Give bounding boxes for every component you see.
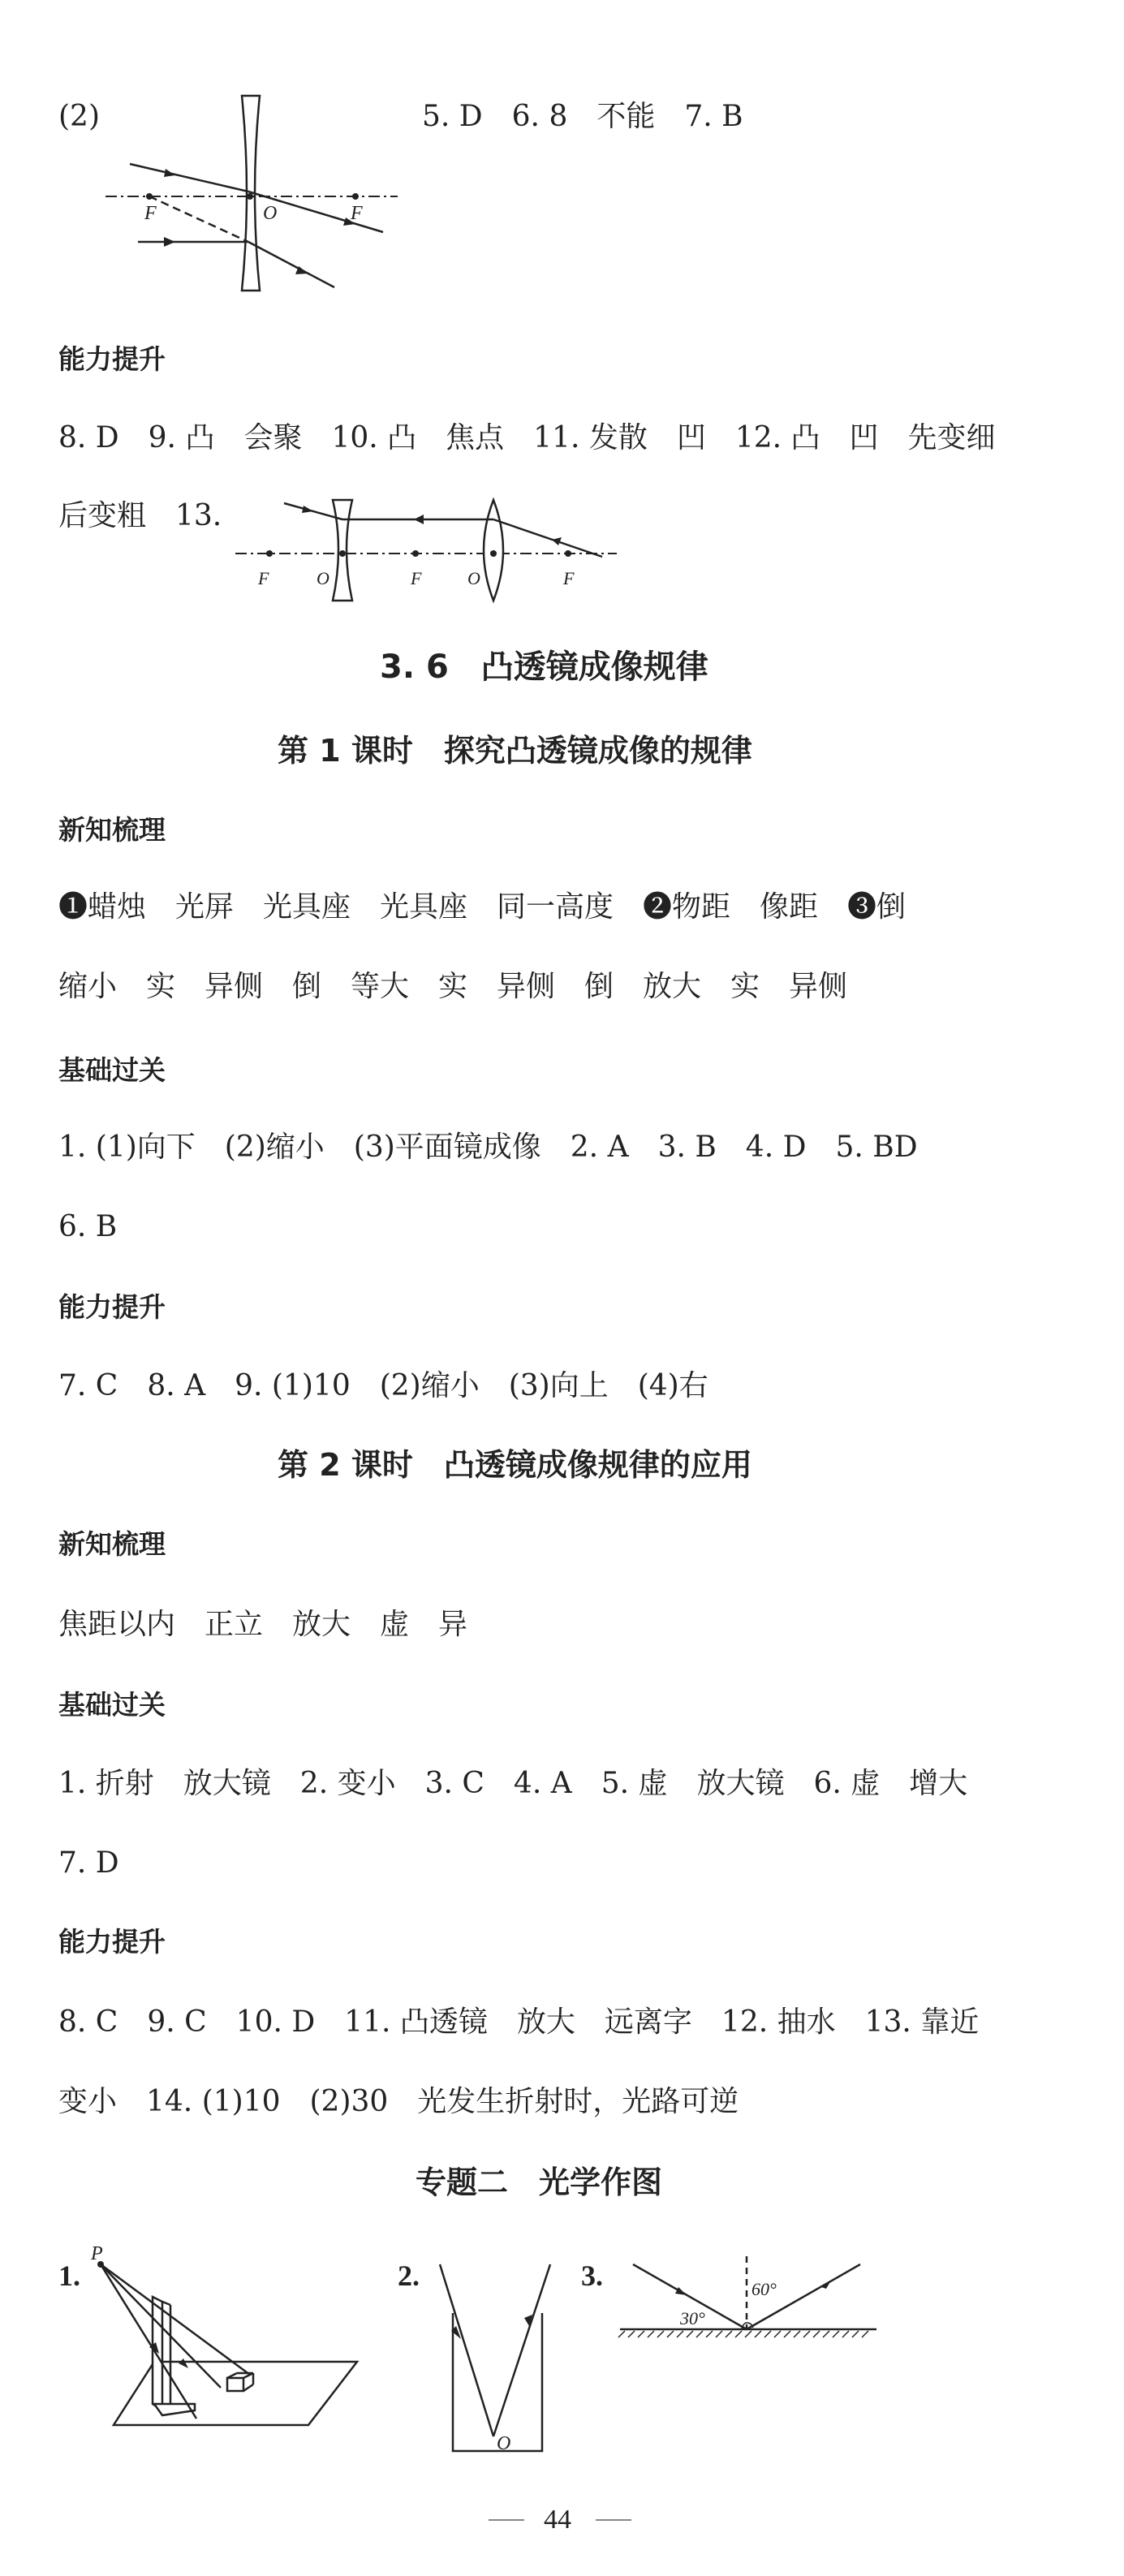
chapter-title: 3. 6 凸透镜成像规律 [380,648,708,686]
answer-line: 1. 折射 放大镜 2. 变小 3. C 4. A 5. 虚 放大镜 6. 虚 增大 [58,1767,968,1800]
section-heading: 新知梳理 [58,814,166,846]
optical-center-label: O [467,568,480,588]
section-heading: 基础过关 [58,1054,166,1086]
answer-line: 8. C 9. C 10. D 11. 凸透镜 放大 远离字 12. 抽水 13. 靠近 [58,2005,980,2039]
answer-line: 8. D 9. 凸 会聚 10. 凸 焦点 11. 发散 凹 12. 凸 凹 先变细 [58,421,996,454]
footer-rule [596,2519,631,2521]
mirror-box-diagram [428,2248,566,2459]
focal-point-label: F [411,568,422,588]
lesson-title: 第 1 课时 探究凸透镜成像的规律 [278,733,752,769]
answer-line: 焦距以内 正立 放大 虚 异 [58,1608,468,1641]
page-number: 44 [544,2505,571,2535]
section-heading: 基础过关 [58,1689,166,1721]
section-heading: 能力提升 [58,343,166,375]
section-heading: 新知梳理 [58,1528,166,1560]
section-heading: 能力提升 [58,1291,166,1323]
figure-number: 2. [398,2259,420,2292]
angle-label: 60° [751,2279,777,2299]
figure-number: 3. [581,2259,603,2292]
answer-line: 7. D [58,1846,119,1880]
answer-line: 7. C 8. A 9. (1)10 (2)缩小 (3)向上 (4)右 [58,1369,708,1402]
page-footer [489,2505,631,2535]
focal-point-label: F [258,568,269,588]
answer-line: 6. B [58,1210,118,1243]
optical-center-label: O [497,2433,511,2454]
answer-line: 5. D 6. 8 不能 7. B [422,100,743,133]
optical-center-label: O [263,203,278,224]
optical-center-label: O [317,568,329,588]
topic-title: 专题二 光学作图 [416,2165,663,2200]
concave-lens-diagram [97,89,398,300]
shadow-diagram [81,2243,390,2459]
reflection-diagram [609,2253,885,2350]
question-label-2: (2) [58,100,100,133]
footer-rule [489,2519,524,2521]
point-label: P [91,2243,103,2264]
lens-combination-diagram [235,497,625,602]
focal-point-label: F [351,203,363,224]
focal-point-label: F [563,568,575,588]
focal-point-label: F [144,203,157,224]
angle-label: 30° [680,2308,705,2328]
answer-line: 变小 14. (1)10 (2)30 光发生折射时，光路可逆 [58,2085,739,2118]
answer-line: 后变粗 13. [58,499,222,532]
answer-line: 缩小 实 异侧 倒 等大 实 异侧 倒 放大 实 异侧 [58,970,848,1003]
lesson-title: 第 2 课时 凸透镜成像规律的应用 [278,1447,752,1483]
section-heading: 能力提升 [58,1926,166,1958]
answer-line: ❶蜡烛 光屏 光具座 光具座 同一高度 ❷物距 像距 ❸倒 [58,890,907,924]
figure-number: 1. [58,2259,80,2292]
answer-line: 1. (1)向下 (2)缩小 (3)平面镜成像 2. A 3. B 4. D 5. BD [58,1131,918,1164]
